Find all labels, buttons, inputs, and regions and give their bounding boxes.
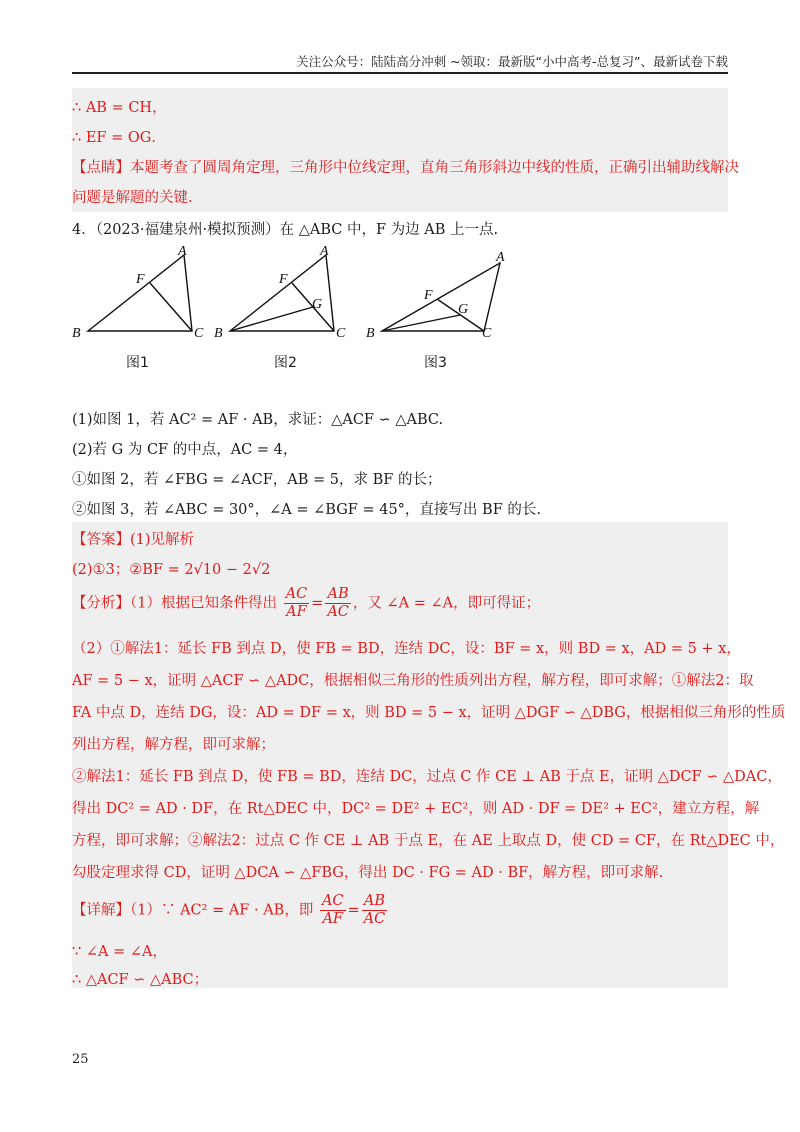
fig1-caption: 图1 bbox=[126, 355, 149, 371]
analysis-l1a: （1）根据已知条件得出 bbox=[130, 595, 277, 612]
analysis-line-8: 方程，即可求解；②解法2：过点 C 作 CE ⊥ AB 于点 E，在 AE 上取点 D，使 CD = CF，在 Rt△DEC 中， bbox=[72, 833, 785, 849]
analysis-line-5: 列出方程，解方程，即可求解； bbox=[72, 737, 275, 753]
dianjing bbox=[72, 156, 739, 177]
analysis-line-2: （2）①解法1：延长 FB 到点 D，使 FB = BD，连结 DC，设：BF = x，则 BD = x，AD = 5 + x， bbox=[72, 641, 741, 657]
answer-1: (1)见解析 bbox=[130, 532, 195, 548]
fig2-label-c: C bbox=[336, 326, 346, 341]
dianjing-label: 【点睛】 bbox=[72, 160, 130, 176]
detail-line-1: 【详解】（1）∵ AC² = AF · AB，即 $\frac{AC}{AF}$ = $\frac{AB}{AC}$ bbox=[72, 893, 386, 927]
page-number: 25 bbox=[72, 1052, 89, 1067]
detail-frac-2: $\frac{AB}{AC}$ bbox=[363, 893, 386, 927]
fig2-caption: 图2 bbox=[274, 355, 297, 371]
fig3-triangle bbox=[382, 263, 500, 331]
question-2b: ②如图 3，若 ∠ABC = 30°，∠A = ∠BGF = 45°，直接写出 BF 的长. bbox=[72, 502, 541, 518]
fig1-segment-fc bbox=[150, 283, 192, 331]
analysis-frac-2: $\frac{AB}{AC}$ bbox=[327, 586, 349, 620]
header-rule bbox=[72, 72, 728, 74]
fig2-label-f: F bbox=[279, 272, 288, 287]
detail-frac-1: $\frac{AC}{AF}$ bbox=[321, 893, 344, 927]
fig1-triangle bbox=[88, 255, 192, 331]
detail-line-3: ∴ △ACF ∽ △ABC； bbox=[72, 972, 209, 988]
fig3-label-c: C bbox=[482, 326, 492, 341]
analysis-label: 【分析】 bbox=[72, 595, 130, 612]
fig2-label-g: G bbox=[312, 297, 323, 312]
fig2-segment-bg bbox=[230, 307, 313, 331]
dianjing-cont: 问题是解题的关键. bbox=[72, 190, 193, 206]
line-ef-og: ∴ EF = OG． bbox=[72, 130, 166, 146]
fig2-triangle bbox=[230, 255, 334, 331]
line-ab-ch: ∴ AB = CH， bbox=[72, 100, 167, 116]
fig1-label-b: B bbox=[72, 326, 81, 341]
analysis-line-6: ②解法1：延长 FB 到点 D，使 FB = BD，连结 DC，过点 C 作 CE ⊥ AB 于点 E，证明 △DCF ∽ △DAC， bbox=[72, 769, 782, 785]
answer-part2: (2)①3；②BF = 2√10 − 2√2 bbox=[72, 562, 271, 578]
detail-label: 【详解】 bbox=[72, 902, 130, 919]
fig3-label-b: B bbox=[366, 326, 375, 341]
analysis-line-7: 得出 DC² = AD · DF，在 Rt△DEC 中，DC² = DE² + EC²，则 AD · DF = DE² + EC²，建立方程，解 bbox=[72, 801, 760, 817]
question-2a: ①如图 2，若 ∠FBG = ∠ACF，AB = 5，求 BF 的长； bbox=[72, 472, 442, 488]
analysis-line-1: 【分析】（1）根据已知条件得出 $\frac{AC}{AF}$ = $\frac{AB}{AC}$ ，又 ∠A = ∠A，即可得证； bbox=[72, 586, 541, 620]
fig3-label-a: A bbox=[496, 250, 505, 265]
question-2: (2)若 G 为 CF 的中点，AC = 4， bbox=[72, 442, 298, 458]
analysis-line-4: FA 中点 D，连结 DG，设：AD = DF = x，则 BD = 5 − x，证明 △DGF ∽ △DBG，根据相似三角形的性质 bbox=[72, 705, 786, 721]
detail-line-2: ∵ ∠A = ∠A， bbox=[72, 944, 167, 960]
analysis-line-9: 勾股定理求得 CD，证明 △DCA ∽ △FBG，得出 DC · FG = AD · BF，解方程，即可求解. bbox=[72, 865, 664, 881]
answer-part1 bbox=[72, 528, 732, 549]
fig3-label-f: F bbox=[424, 288, 433, 303]
analysis-l1b: ，又 ∠A = ∠A，即可得证； bbox=[352, 595, 541, 612]
fig2-label-a: A bbox=[320, 244, 329, 259]
fig3-caption: 图3 bbox=[424, 355, 447, 371]
fig3-segment-bg bbox=[382, 315, 460, 331]
fig3-label-g: G bbox=[458, 302, 469, 317]
fig1-label-c: C bbox=[194, 326, 204, 341]
analysis-frac-1: $\frac{AC}{AF}$ bbox=[285, 586, 308, 620]
dianjing-text1: 本题考查了圆周角定理，三角形中位线定理，直角三角形斜边中线的性质，正确引出辅助线解决 bbox=[130, 160, 739, 176]
problem-stem: 4．（2023·福建泉州·模拟预测）在 △ABC 中，F 为边 AB 上一点. bbox=[72, 222, 499, 238]
analysis-line-3: AF = 5 − x，证明 △ACF ∽ △ADC，根据相似三角形的性质列出方程，解方程，即可求解；①解法2：取 bbox=[72, 673, 754, 689]
fig2-label-b: B bbox=[214, 326, 223, 341]
page-header: 关注公众号：陆陆高分冲刺 ~领取：最新版“小中高考-总复习”、最新试卷下载 bbox=[296, 54, 728, 69]
fig1-label-a: A bbox=[178, 244, 187, 259]
detail-l1a: （1）∵ AC² = AF · AB，即 bbox=[130, 902, 314, 919]
fig1-label-f: F bbox=[136, 272, 145, 287]
answer-label: 【答案】 bbox=[72, 532, 130, 548]
question-1: (1)如图 1，若 AC² = AF · AB，求证：△ACF ∽ △ABC. bbox=[72, 412, 444, 428]
